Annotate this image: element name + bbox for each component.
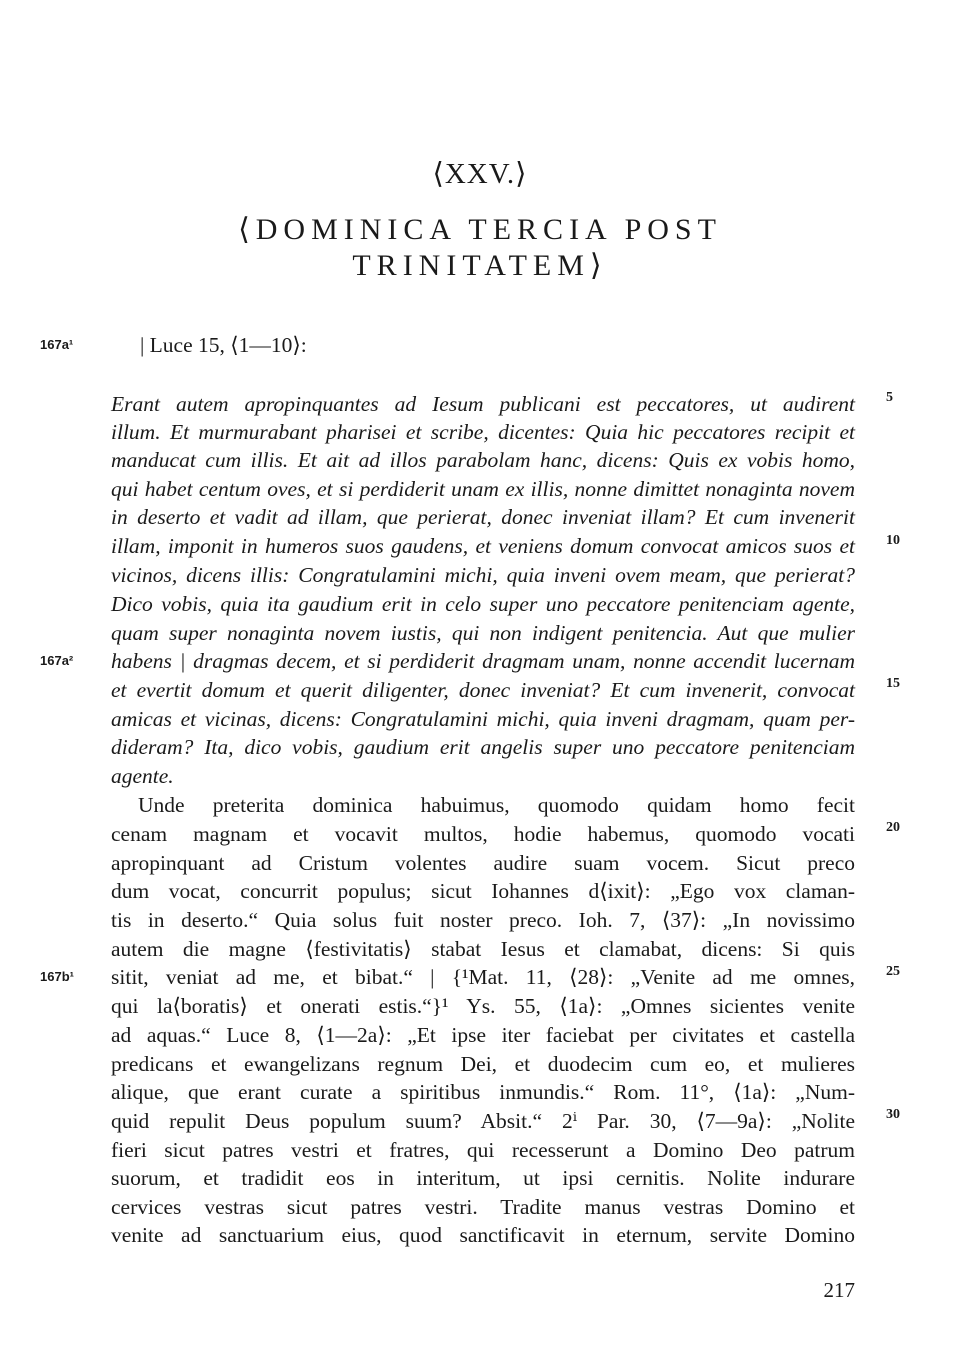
text-line: illum. Et murmurabant pharisei et scribe, dicentes: Quia hic peccatores recipit et [111,420,855,444]
text-line: suorum, et tradidit eos in interitum, ut ipsi cernitis. Nolite indurare [111,1166,855,1190]
text-line: predicans et ewangelizans regnum Dei, et duodecim cum eo, et mulieres [111,1052,855,1076]
text-line: quam super nonaginta novem iustis, qui non indigent penitencia. Aut que mulier [111,621,855,645]
page-number: 217 [823,1278,855,1302]
section-title-line-1: ⟨DOMINICA TERCIA POST [238,213,722,246]
text-line: illam, imponit in humeros suos gaudens, et veniens domum convocat amicos suos et [111,534,855,558]
margin-marker: 167a² [40,653,74,668]
text-line: agente. [111,764,174,788]
text-line: fieri sicut patres vestri et fratres, qui recesserunt a Domino Deo patrum [111,1138,855,1162]
text-line: amicas et vicinas, dicens: Congratulamini michi, quia inveni dragmam, quam per- [111,707,855,731]
line-number: 20 [886,820,900,835]
text-line: alique, que erant curate a spiritibus inmundis.“ Rom. 11°, ⟨1a⟩: „Num- [111,1080,855,1104]
text-line: Erant autem apropinquantes ad Iesum publicani est peccatores, ut audirent [111,392,855,416]
section-title-line-2: TRINITATEM⟩ [352,249,608,282]
text-line: Dico vobis, quia ita gaudium erit in celo super uno peccatore penitenciam agente, [111,592,855,616]
text-line: dideram? Ita, dico vobis, gaudium erit angelis super uno peccatore penitenciam [111,735,855,759]
margin-marker: 167b¹ [40,969,74,984]
text-line: venite ad sanctuarium eius, quod sanctificavit in eternum, servite Domino [111,1223,855,1247]
margin-marker: 167a¹ [40,337,74,352]
text-line: dum vocat, concurrit populus; sicut Iohannes d⟨ixit⟩: „Ego vox claman- [111,879,855,903]
text-line: Unde preterita dominica habuimus, quomodo quidam homo fecit [138,793,855,817]
text-line: cenam magnam et vocavit multos, hodie habemus, quomodo vocati [111,822,855,846]
text-line: habens | dragmas decem, et si perdiderit dragmam unam, nonne accendit lucernam [111,649,855,673]
text-line: quid repulit Deus populum suum? Absit.“ 2ⁱ Par. 30, ⟨7—9a⟩: „Nolite [111,1109,855,1133]
text-line: autem die magne ⟨festivitatis⟩ stabat Iesus et clamabat, dicens: Si quis [111,937,855,961]
text-line: tis in deserto.“ Quia solus fuit noster preco. Ioh. 7, ⟨37⟩: „In novissimo [111,908,855,932]
text-line: cervices vestras sicut patres vestri. Tradite manus vestras Domino et [111,1195,855,1219]
line-number: 15 [886,676,900,691]
section-number: ⟨XXV.⟩ [432,158,528,190]
text-line: qui la⟨boratis⟩ et onerati estis.“}¹ Ys. 55, ⟨1a⟩: „Omnes sicientes venite [111,994,855,1018]
line-number: 30 [886,1107,900,1122]
text-line: sitit, veniat ad me, et bibat.“ | {¹Mat. 11, ⟨28⟩: „Venite ad me omnes, [111,965,855,989]
line-number: 5 [886,390,893,405]
line-number: 10 [886,533,900,548]
text-line: qui habet centum oves, et si perdiderit unam ex illis, nonne dimittet nonaginta novem [111,477,855,501]
text-line: ad aquas.“ Luce 8, ⟨1—2a⟩: „Et ipse iter faciebat per civitates et castella [111,1023,855,1047]
text-line: apropinquant ad Cristum volentes audire suam vocem. Sicut preco [111,851,855,875]
reading-reference: | Luce 15, ⟨1—10⟩: [140,333,307,357]
text-line: vicinos, dicens illis: Congratulamini michi, quia inveni ovem meam, que perierat? [111,563,855,587]
text-line: manducat cum illis. Et ait ad illos parabolam hanc, dicens: Quis ex vobis homo, [111,448,855,472]
text-line: in deserto et vadit ad illam, que perierat, donec inveniat illam? Et cum invenerit [111,505,855,529]
text-line: et evertit domum et querit diligenter, donec inveniat? Et cum invenerit, convocat [111,678,855,702]
line-number: 25 [886,964,900,979]
section-title [0,212,960,284]
